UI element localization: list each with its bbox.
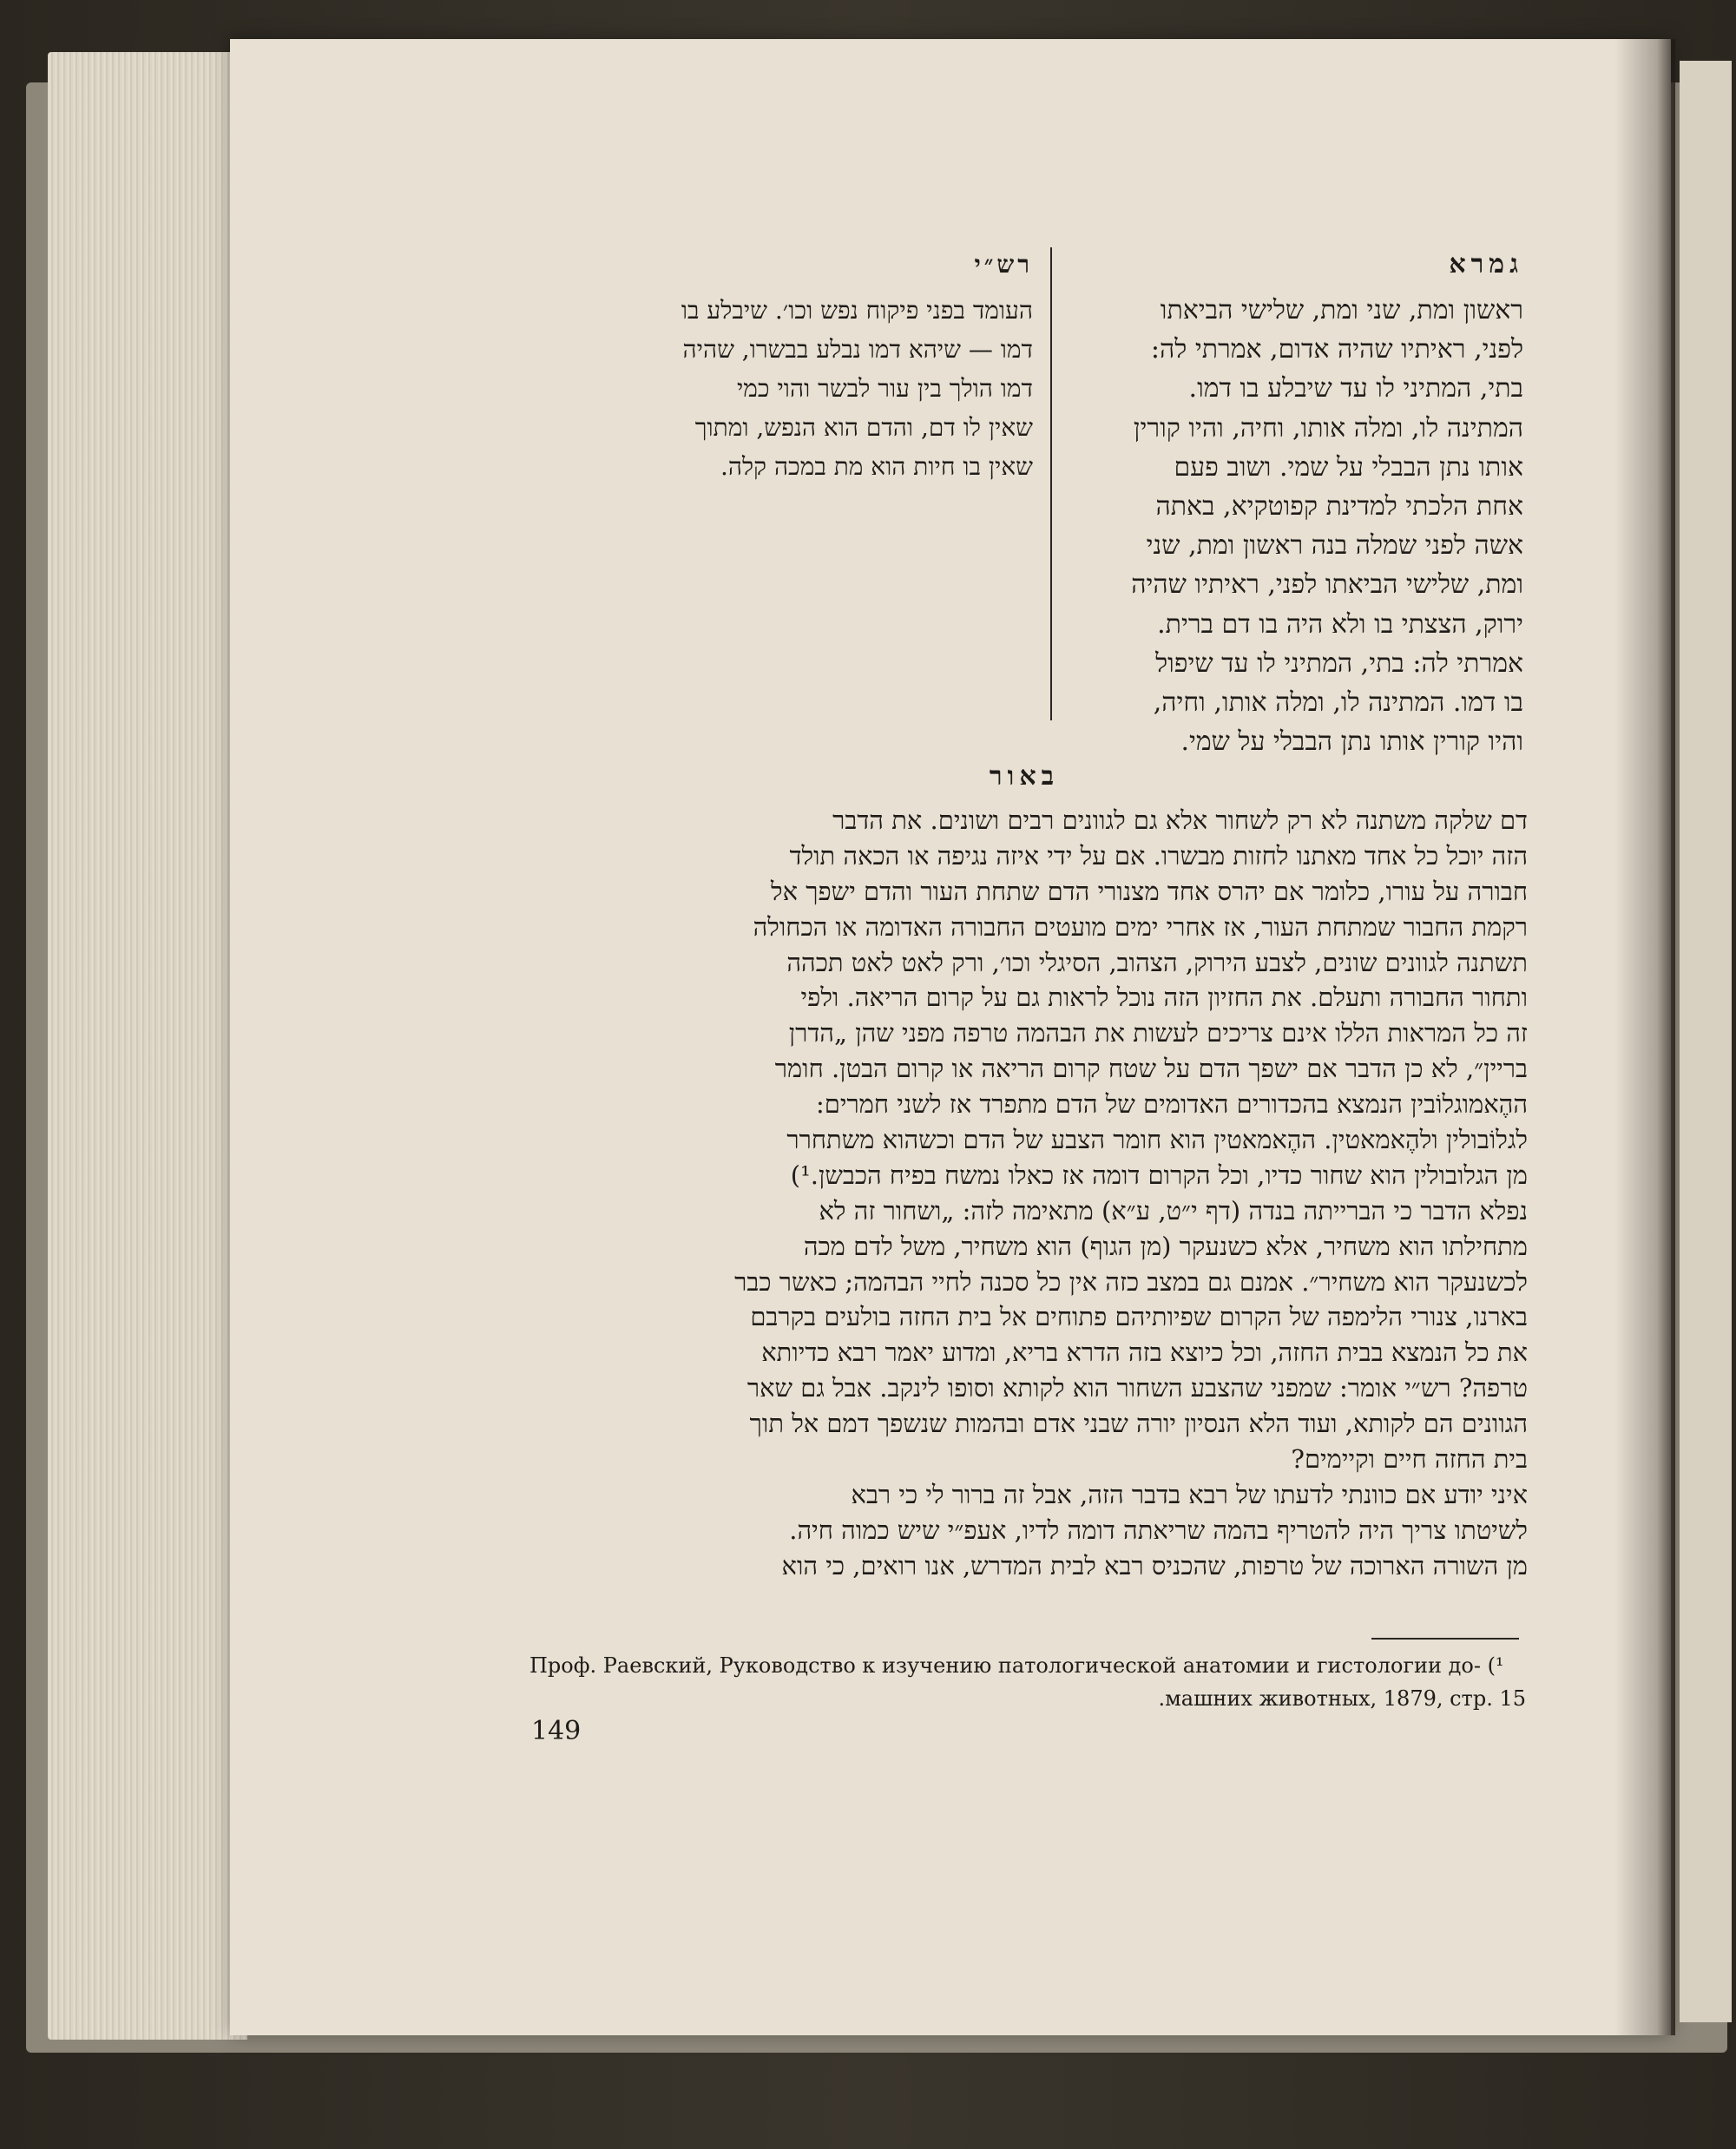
column-divider xyxy=(1050,247,1052,720)
gemara-line: ומת, שלישי הביאתו לפני, ראיתיו שהיה xyxy=(1131,569,1523,601)
biur-line: מן הגלובולין הוא שחור כדיו, וכל הקרום דומה אז כאלו נמשח בפיח הכבשן.¹) xyxy=(790,1160,1528,1190)
gemara-line: ראשון ומת, שני ומת, שלישי הביאתו xyxy=(1160,295,1523,325)
gemara-line: בו דמו. המתינה לו, ומלה אותו, וחיה, xyxy=(1153,687,1523,718)
biur-line: ההֶאמוגלוֹבין הנמצא בהכדורים האדומים של הדם מתפרד אז לשני חמרים: xyxy=(815,1089,1528,1120)
gemara-line: והיו קורין אותו נתן הבבלי על שמי. xyxy=(1180,726,1523,758)
page-edges xyxy=(48,52,247,2040)
next-page-edge xyxy=(1680,61,1732,2022)
biur-line: תשתנה לגוונים שונים, לצבע הירוק, הצהוב, הסיגלי וכו׳, ורק לאט לאט תכהה xyxy=(786,947,1528,977)
biur-line: בית החזה חיים וקיימים? xyxy=(1291,1444,1528,1475)
rashi-line: דמו — שיהא דמו נבלע בבשרו, שהיה xyxy=(682,335,1033,364)
rashi-title: רש״י xyxy=(974,250,1033,279)
gemara-line: אותו נתן הבבלי על שמי. ושוב פעם xyxy=(1174,451,1523,483)
footnote-line: .машних животных, 1879, стр. 15 xyxy=(1158,1686,1526,1711)
rashi-line: שאין לו דם, והדם הוא הנפש, ומתוך xyxy=(694,413,1033,442)
biur-line: איני יודע אם כוונתי לדעתו של רבא בדבר הזה, אבל זה ברור לי כי רבא xyxy=(851,1479,1528,1509)
biur-section xyxy=(529,803,1528,1584)
gutter-shadow xyxy=(1614,39,1675,2035)
gemara-column xyxy=(1055,247,1523,761)
biur-line: לכשנעקר הוא משחיר״. אמנם גם במצב כזה אין כל סכנה לחיי הבהמה; כאשר כבר xyxy=(734,1266,1528,1297)
biur-line: ותחור החבורה ותעלם. את החזיון הזה נוכל לראות גם על קרום הריאה. ולפי xyxy=(800,982,1528,1013)
footnote-rule xyxy=(1371,1638,1519,1640)
biur-line: טרפה? רש״י אומר: שמפני שהצבע השחור הוא לקותא וסופו לינקב. אבל גם שאר xyxy=(746,1373,1528,1403)
biur-line: הגוונים הם לקותא, ועוד הלא הנסיון יורה שבני אדם ובהמות שנשפך דמם אל תוך xyxy=(749,1409,1528,1439)
gemara-line: לפני, ראיתיו שהיה אדום, אמרתי לה: xyxy=(1150,334,1523,365)
gemara-line: אמרתי לה: בתי, המתיני לו עד שיפול xyxy=(1155,647,1523,679)
biur-line: לגלוֹבולין ולהֶאמאטין. ההֶאמאטין הוא חומר הצבע של הדם וכשהוא משתחרר xyxy=(786,1125,1528,1155)
biur-line: מן השורה הארוכה של טרפות, שהכניס רבא לבית המדרש, אנו רואים, כי הוא xyxy=(781,1550,1528,1581)
rashi-line: העומד בפני פיקוח נפש וכו׳. שיבלע בו xyxy=(681,296,1033,325)
rashi-column xyxy=(547,247,1033,486)
gemara-line: בתי, המתיני לו עד שיבלע בו דמו. xyxy=(1188,373,1523,404)
biur-line: נפלא הדבר כי הברייתה בנדה (דף י״ט, ע״א) מתאימה לזה: „ושחור זה לא xyxy=(819,1195,1528,1226)
gemara-title: גמרא xyxy=(1449,249,1523,279)
biur-line: רקמת החבור שמתחת העור, אז אחרי ימים מועטים החבורה האדומה או הכחולה xyxy=(753,911,1528,942)
rashi-line: דמו הולך בין עור לבשר והוי כמי xyxy=(736,374,1033,403)
biur-line: לשיטתו צריך היה להטריף בהמה שריאתה דומה לדיו, אעפ״י שיש כמוה חיה. xyxy=(789,1515,1528,1545)
footnote xyxy=(529,1649,1528,1715)
biur-line: זה כל המראות הללו אינם צריכים לעשות את הבהמה טרפה מפני שהן „הדרן xyxy=(788,1018,1528,1048)
footnote-line: Проф. Раевский, Руководство к изучению патологической анатомии и гистологии до- (¹ xyxy=(529,1653,1504,1678)
page-number: 149 xyxy=(531,1716,582,1746)
biur-line: חבורה על עורו, כלומר אם יהרס אחד מצנורי הדם שתחת העור והדם ישפך אל xyxy=(771,876,1528,906)
biur-line: מתחילתו הוא משחיר, אלא כשנעקר (מן הגוף) הוא משחיר, משל לדם מכה xyxy=(803,1231,1528,1261)
biur-line: בארנו, צנורי הלימפה של הקרום שפיותיהם פתוחים אל בית החזה בולעים בקרבם xyxy=(750,1302,1528,1332)
biur-line: בריין״, לא כן הדבר אם ישפך הדם על שטח קרום הריאה או קרום הבטן. חומר xyxy=(774,1054,1528,1084)
gemara-line: ירוק, הצצתי בו ולא היה בו דם ברית. xyxy=(1157,608,1523,640)
rashi-line: שאין בו חיות הוא מת במכה קלה. xyxy=(720,452,1033,481)
biur-title: באור xyxy=(989,761,1060,792)
gemara-line: אשה לפני שמלה בנה ראשון ומת, שני xyxy=(1146,530,1523,562)
biur-line: הזה יוכל כל אחד מאתנו לחזות מבשרו. אם על ידי איזה נגיפה או הכאה תולד xyxy=(789,840,1528,871)
biur-line: דם שלקה משתנה לא רק לשחור אלא גם לגוונים רבים ושונים. את הדבר xyxy=(832,805,1528,835)
gemara-line: המתינה לו, ומלה אותו, וחיה, והיו קורין xyxy=(1133,412,1523,444)
biur-line: את כל הנמצא בבית החזה, וכל כיוצא בזה הדרא בריא, ומדוע יאמר רבא כדיותא xyxy=(761,1337,1528,1368)
gemara-line: אחת הלכתי למדינת קפוטקיא, באתה xyxy=(1155,490,1523,522)
